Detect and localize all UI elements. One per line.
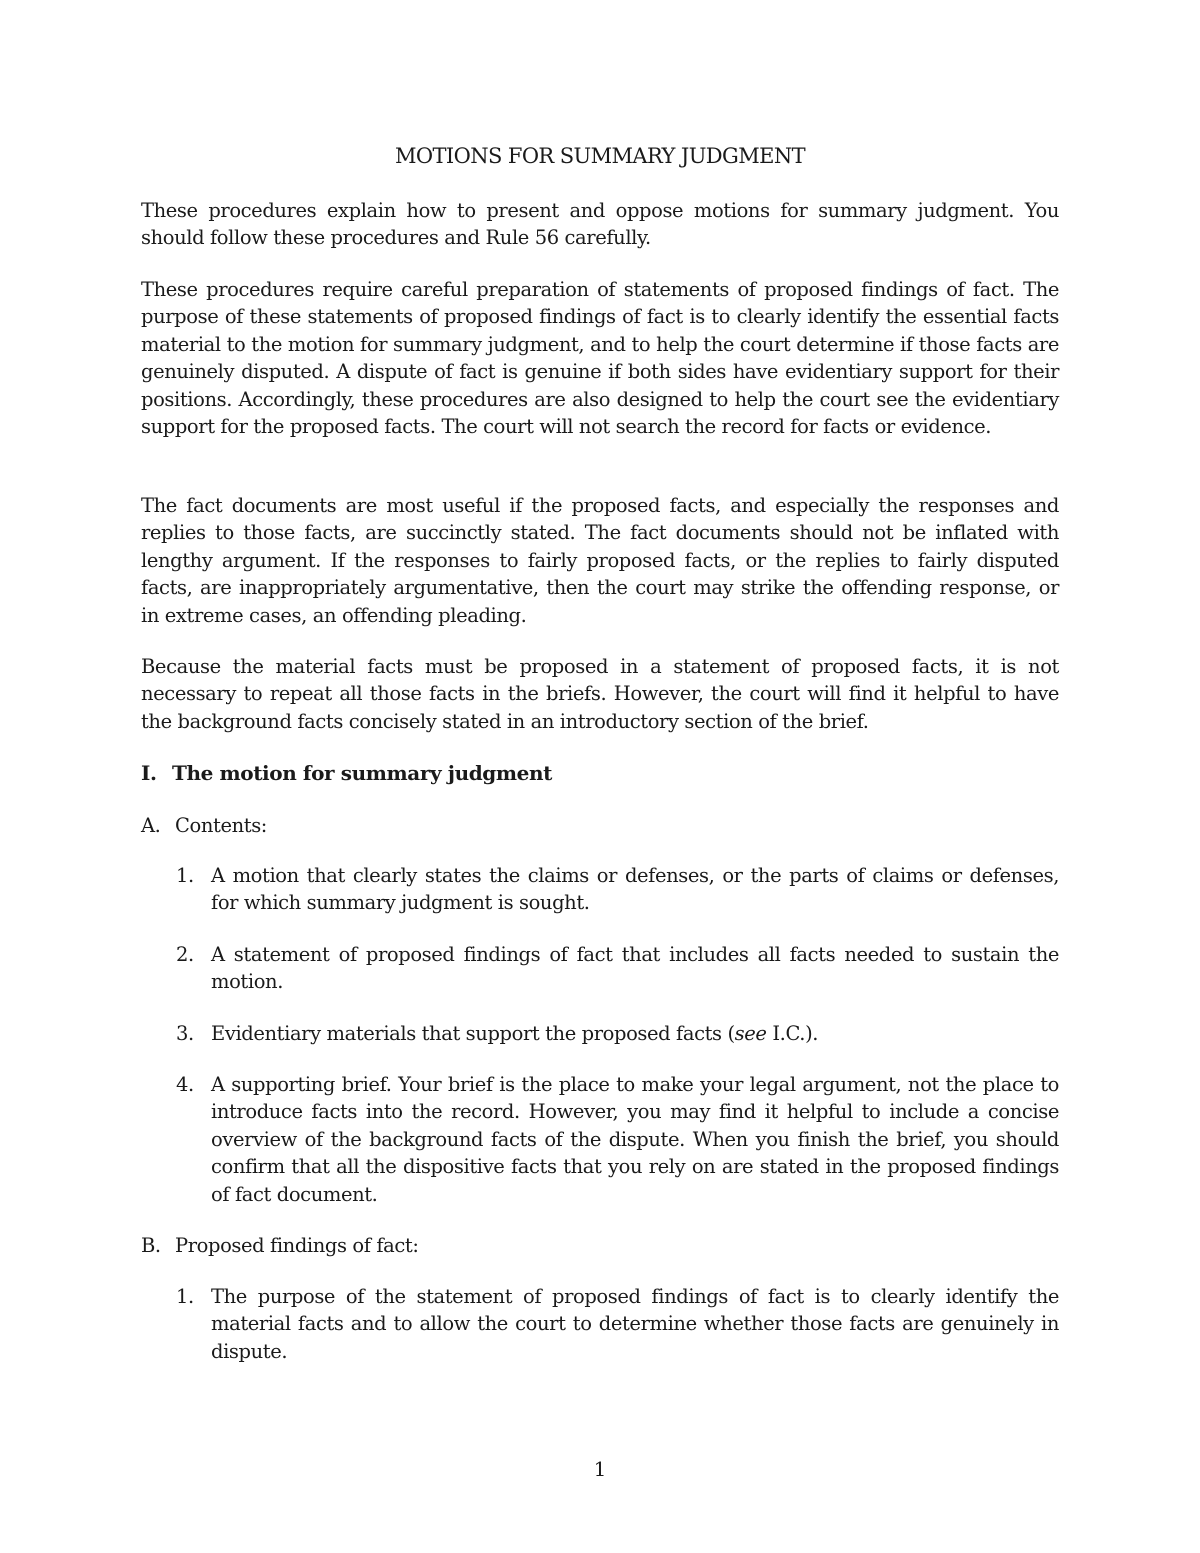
list-item — [176, 1283, 1059, 1365]
subsection-number: B. — [141, 1234, 161, 1257]
subsection-heading-a — [141, 812, 267, 839]
document-title: MOTIONS FOR SUMMARY JUDGMENT — [394, 144, 806, 168]
see-reference-italic: see — [734, 1022, 767, 1045]
section-number: I. — [141, 761, 157, 785]
list-item-number: 4. — [176, 1073, 194, 1096]
subsection-title: Proposed findings of fact: — [175, 1234, 419, 1257]
list-item-number: 1. — [176, 1285, 194, 1308]
intro-paragraph-2: These procedures require careful preparation of statements of proposed findings of fact. The purpose of these statements of proposed findings of fact is to clearly identify the essential facts material to the motion for summary judgment, and to help the court determine if those facts are genuinely disputed. A dispute of fact is genuine if both sides have evidentiary support for their positions. Accordingly, these procedures are also designed to help the court see the evidentiary support for the proposed facts. The court will not search the record for facts or evidence. — [141, 278, 1059, 439]
subsection-number: A. — [141, 814, 161, 837]
list-item — [176, 1071, 1059, 1208]
list-item — [176, 862, 1059, 917]
list-item-text: A motion that clearly states the claims or defenses, or the parts of claims or defenses, for which summary judgment is sought. — [211, 864, 1059, 915]
section-heading-i — [141, 760, 552, 787]
list-item — [176, 941, 1059, 996]
list-item-text-end: I.C.). — [766, 1022, 819, 1045]
subsection-heading-b — [141, 1232, 419, 1259]
page-number: 1 — [593, 1457, 607, 1481]
intro-paragraph-1: These procedures explain how to present and oppose motions for summary judgment. You should follow these procedures and Rule 56 carefully. — [141, 199, 1059, 250]
list-item-text: The purpose of the statement of proposed findings of fact is to clearly identify the material facts and to allow the court to determine whether those facts are genuinely in dispute. — [211, 1285, 1059, 1363]
list-item-text: A supporting brief. Your brief is the place to make your legal argument, not the place to introduce facts into the record. However, you may find it helpful to include a concise overview of the background facts of the dispute. When you finish the brief, you should confirm that all the dispositive facts that you rely on are stated in the proposed findings of fact document. — [211, 1073, 1059, 1206]
intro-paragraph-4: Because the material facts must be proposed in a statement of proposed facts, it is not necessary to repeat all those facts in the briefs. However, the court will find it helpful to have the background facts concisely stated in an introductory section of the brief. — [141, 655, 1059, 733]
list-item-text-start: Evidentiary materials that support the proposed facts ( — [211, 1022, 735, 1045]
subsection-title: Contents: — [175, 814, 267, 837]
list-item-text: A statement of proposed findings of fact that includes all facts needed to sustain the motion. — [211, 943, 1059, 994]
intro-paragraph-3: The fact documents are most useful if the proposed facts, and especially the responses and replies to those facts, are succinctly stated. The fact documents should not be inflated with lengthy argument. If the responses to fairly proposed facts, or the replies to fairly disputed facts, are inappropriately argumentative, then the court may strike the offending response, or in extreme cases, an offending pleading. — [141, 494, 1059, 627]
list-item-number: 3. — [176, 1022, 194, 1045]
list-item — [176, 1020, 1059, 1047]
list-item-number: 2. — [176, 943, 194, 966]
section-title: The motion for summary judgment — [172, 761, 552, 785]
document-page — [141, 0, 1059, 1553]
list-item-text — [211, 1020, 1059, 1047]
list-item-number: 1. — [176, 864, 194, 887]
